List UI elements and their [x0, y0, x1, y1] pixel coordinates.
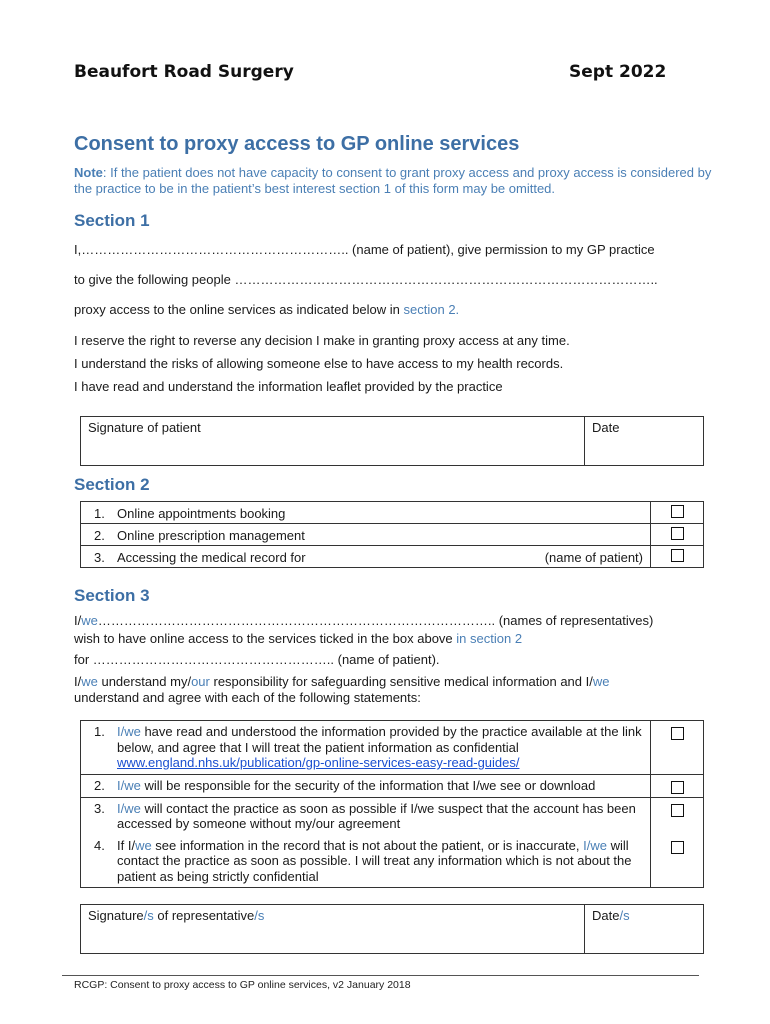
for-patient-line: for ……………………………………………….. (name of patient).	[74, 652, 440, 667]
representative-signature-table	[80, 904, 704, 954]
rep-we: we	[81, 613, 98, 628]
rep-rest: ……………………………………………………………………………….. (names of representatives)	[97, 613, 654, 628]
statement-row	[81, 721, 704, 775]
service-cell	[81, 524, 651, 546]
rep-signature-label: Signature	[88, 908, 144, 923]
patient-signature-label: Signature of patient	[88, 420, 201, 435]
statement-number: 1.	[94, 724, 105, 739]
service-label: Accessing the medical record for	[117, 550, 306, 565]
easy-read-guides-link[interactable]: www.england.nhs.uk/publication/gp-online-services-easy-read-guides/	[117, 755, 520, 770]
consent-line-proxy	[74, 301, 459, 318]
proxy-text: proxy access to the online services as indicated below in	[74, 302, 404, 317]
statement-pre: If I/	[117, 837, 136, 853]
statements-table	[80, 720, 704, 888]
patient-signature-field[interactable]	[81, 417, 585, 466]
statement-1-checkbox[interactable]	[671, 727, 684, 740]
service-checkbox-cell	[651, 546, 704, 568]
statement-we-2: I/we	[583, 837, 607, 853]
service-cell	[81, 546, 651, 568]
statement-we: I/we	[117, 800, 141, 816]
statement-text: will contact the practice as soon as possible if I/we suspect that the account has been accessed by someone without my/our agreement	[117, 800, 636, 831]
service-checkbox-cell	[651, 524, 704, 546]
representative-date-field[interactable]	[585, 905, 704, 954]
consent-line-people: to give the following people ……………………………………………………………………………………..	[74, 272, 658, 287]
statement-reverse: I reserve the right to reverse any decision I make in granting proxy access at any time.	[74, 333, 570, 348]
service-row	[81, 502, 704, 524]
statement-2-checkbox[interactable]	[671, 781, 684, 794]
rep-signature-rest: of representative	[153, 908, 255, 923]
section-2-ref: in section 2	[456, 631, 523, 646]
patient-date-label: Date	[592, 420, 620, 435]
statement-we: I/we	[117, 777, 141, 793]
section-3-heading: Section 3	[74, 586, 150, 605]
rep-date-label: Date	[592, 908, 620, 923]
statement-row	[81, 774, 704, 797]
wish-line	[74, 630, 522, 647]
practice-name: Beaufort Road Surgery	[74, 62, 294, 82]
statement-risks: I understand the risks of allowing someone else to have access to my health records.	[74, 356, 564, 371]
statement-leaflet: I have read and understand the information leaflet provided by the practice	[74, 379, 503, 394]
note	[74, 165, 714, 197]
statement-checkbox-cell	[651, 797, 704, 835]
rep-date-plural: /s	[619, 908, 630, 923]
responsibility-paragraph	[74, 674, 714, 706]
statement-4-checkbox[interactable]	[671, 841, 684, 854]
patient-name-suffix: (name of patient)	[544, 550, 643, 565]
statement-checkbox-cell	[651, 835, 704, 888]
statement-row	[81, 835, 704, 888]
patient-signature-table	[80, 416, 704, 466]
prescription-checkbox[interactable]	[671, 527, 684, 540]
patient-date-field[interactable]	[585, 417, 704, 466]
resp-our: our	[191, 674, 210, 689]
rep-signature-plural: /s	[143, 908, 154, 923]
resp-c: understand my/	[97, 674, 192, 689]
service-row	[81, 546, 704, 568]
statement-checkbox-cell	[651, 721, 704, 775]
statement-text: have read and understood the information provided by the practice available at the link below, and agree that I will treat the patient information as confidential	[117, 724, 642, 755]
statement-cell	[81, 721, 651, 775]
footer-text: RCGP: Consent to proxy access to GP online services, v2 January 2018	[74, 979, 411, 991]
services-table	[80, 501, 704, 568]
statement-3-checkbox[interactable]	[671, 804, 684, 817]
statement-checkbox-cell	[651, 774, 704, 797]
service-number: 2.	[94, 528, 105, 543]
page-title: Consent to proxy access to GP online services	[74, 133, 520, 155]
statement-we: I/we	[117, 724, 141, 739]
statement-number: 3.	[94, 800, 105, 816]
service-number: 3.	[94, 550, 105, 565]
resp-a: I/	[74, 674, 82, 689]
medical-record-checkbox[interactable]	[671, 549, 684, 562]
note-label: Note	[74, 165, 103, 180]
statement-we: we	[135, 837, 152, 853]
service-cell	[81, 502, 651, 524]
statement-text: will be responsible for the security of the information that I/we see or download	[140, 777, 596, 793]
statement-number: 4.	[94, 837, 105, 853]
service-checkbox-cell	[651, 502, 704, 524]
wish-text: wish to have online access to the services ticked in the box above	[74, 631, 457, 646]
consent-line-patient: I,…………………………………………………….. (name of patient), give permission to my GP practice	[74, 242, 655, 257]
section-2-reference: section 2.	[403, 302, 460, 317]
service-label: Online prescription management	[117, 528, 305, 543]
service-number: 1.	[94, 506, 105, 521]
header-date: Sept 2022	[569, 62, 667, 82]
representative-signature-field[interactable]	[81, 905, 585, 954]
resp-g: understand and agree with each of the following statements:	[74, 690, 421, 705]
statement-number: 2.	[94, 777, 105, 793]
resp-we: we	[81, 674, 98, 689]
statement-text: see information in the record that is not about the patient, or is inaccurate,	[151, 837, 584, 853]
rep-signature-plural-2: /s	[254, 908, 265, 923]
section-2-heading: Section 2	[74, 475, 150, 494]
resp-we-2: we	[592, 674, 610, 689]
statement-text-2: will contact the practice as soon as possible. I will treat any information which is not about the patient as being strictly confidential	[117, 837, 632, 884]
footer-divider	[62, 975, 699, 976]
resp-e: responsibility for safeguarding sensitive medical information and I/	[209, 674, 593, 689]
statement-cell	[81, 774, 651, 797]
rep-i: I/	[74, 613, 82, 628]
statement-cell	[81, 835, 651, 888]
representatives-line	[74, 612, 653, 629]
service-row	[81, 524, 704, 546]
statement-row	[81, 797, 704, 835]
note-text: : If the patient does not have capacity to consent to grant proxy access and proxy access is considered by the practice to be in the patient’s best interest section 1 of this form may be omitted.	[74, 165, 712, 196]
appointments-checkbox[interactable]	[671, 505, 684, 518]
statement-cell	[81, 797, 651, 835]
service-label: Online appointments booking	[117, 506, 286, 521]
section-1-heading: Section 1	[74, 211, 150, 230]
